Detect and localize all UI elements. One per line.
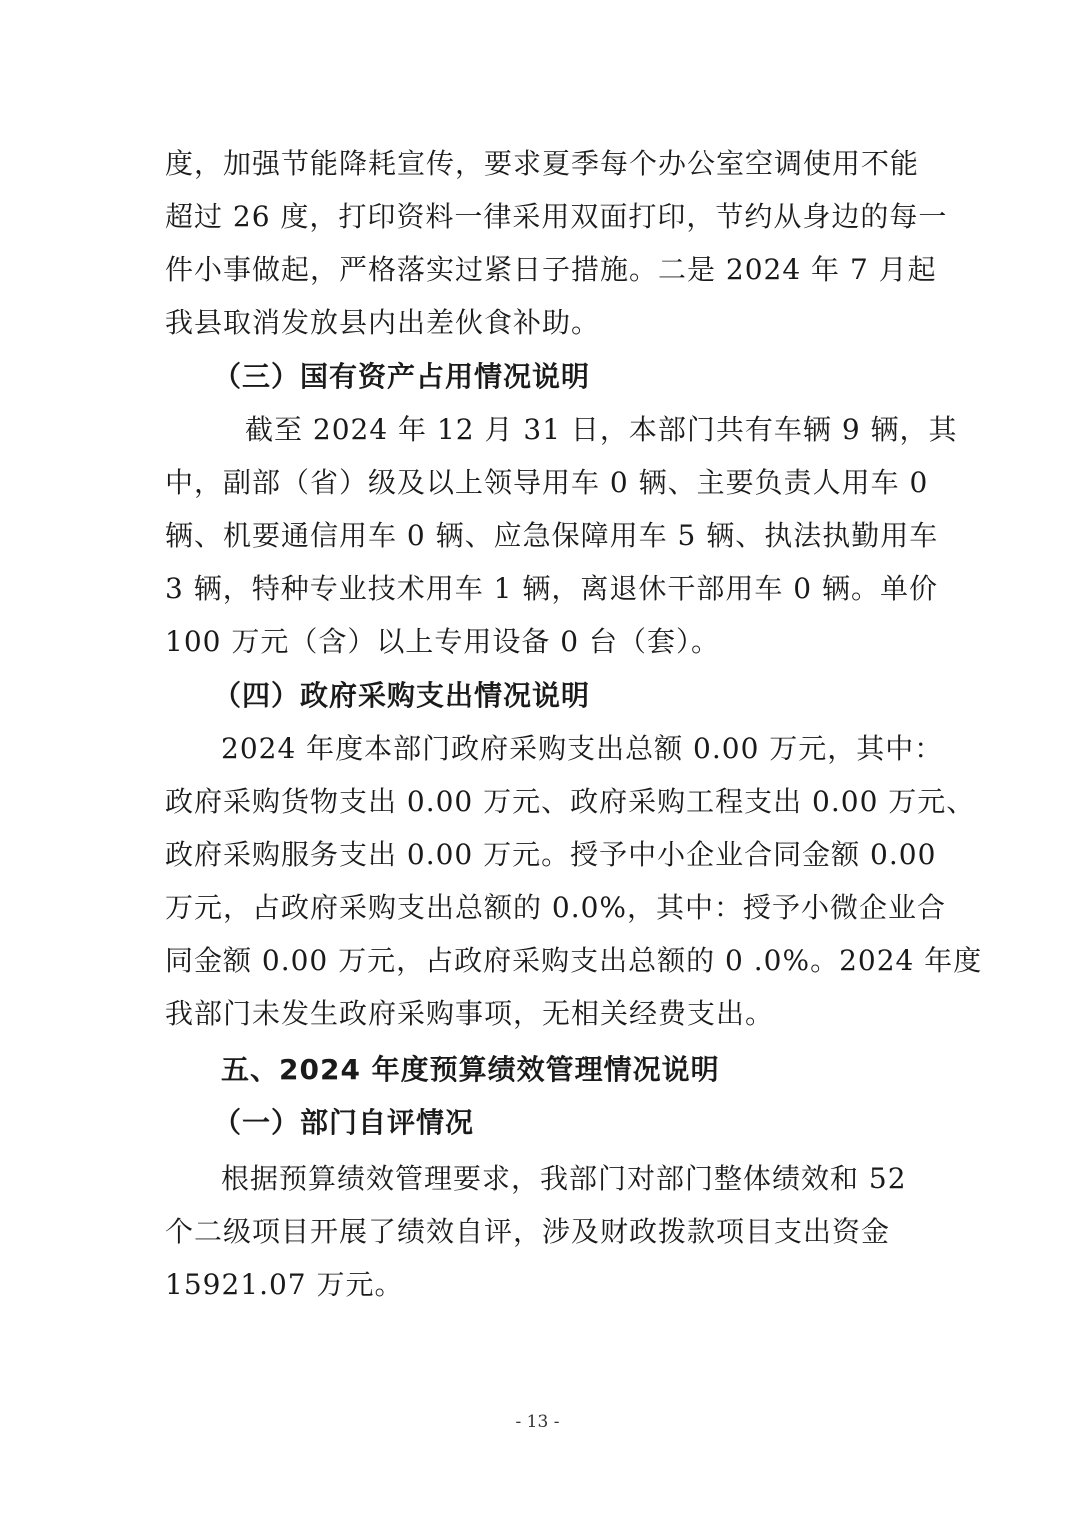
paragraph-line: 度，加强节能降耗宣传，要求夏季每个办公室空调使用不能 xyxy=(165,147,920,180)
paragraph-line: 2024 年度本部门政府采购支出总额 0.00 万元，其中： xyxy=(221,732,944,765)
paragraph-line: 政府采购货物支出 0.00 万元、政府采购工程支出 0.00 万元、 xyxy=(165,785,976,818)
subsection-heading-self-evaluation: （一）部门自评情况 xyxy=(213,1106,475,1139)
paragraph-line: 辆、机要通信用车 0 辆、应急保障用车 5 辆、执法执勤用车 xyxy=(165,519,939,552)
paragraph-line: 万元，占政府采购支出总额的 0.0%，其中：授予小微企业合 xyxy=(165,891,947,924)
section-heading-assets: （三）国有资产占用情况说明 xyxy=(213,360,591,393)
paragraph-line: 政府采购服务支出 0.00 万元。授予中小企业合同金额 0.00 xyxy=(165,838,937,871)
paragraph-line: 同金额 0.00 万元，占政府采购支出总额的 0 .0%。2024 年度 xyxy=(165,944,983,977)
section-heading-performance: 五、2024 年度预算绩效管理情况说明 xyxy=(221,1053,720,1086)
page-number: - 13 - xyxy=(515,1412,560,1432)
paragraph-line: 截至 2024 年 12 月 31 日，本部门共有车辆 9 辆，其 xyxy=(245,413,958,446)
paragraph-line: 我部门未发生政府采购事项，无相关经费支出。 xyxy=(165,997,775,1030)
paragraph-line: 根据预算绩效管理要求，我部门对部门整体绩效和 52 xyxy=(221,1162,907,1195)
paragraph-line: 15921.07 万元。 xyxy=(165,1268,404,1301)
paragraph-line: 超过 26 度，打印资料一律采用双面打印，节约从身边的每一 xyxy=(165,200,948,233)
paragraph-line: 3 辆，特种专业技术用车 1 辆，离退休干部用车 0 辆。单价 xyxy=(165,572,938,605)
paragraph-line: 中，副部（省）级及以上领导用车 0 辆、主要负责人用车 0 xyxy=(165,466,929,499)
section-heading-procurement: （四）政府采购支出情况说明 xyxy=(213,679,591,712)
paragraph-line: 100 万元（含）以上专用设备 0 台（套）。 xyxy=(165,625,720,658)
paragraph-line: 我县取消发放县内出差伙食补助。 xyxy=(165,306,601,339)
paragraph-line: 个二级项目开展了绩效自评，涉及财政拨款项目支出资金 xyxy=(165,1215,891,1248)
paragraph-line: 件小事做起，严格落实过紧日子措施。二是 2024 年 7 月起 xyxy=(165,253,937,286)
